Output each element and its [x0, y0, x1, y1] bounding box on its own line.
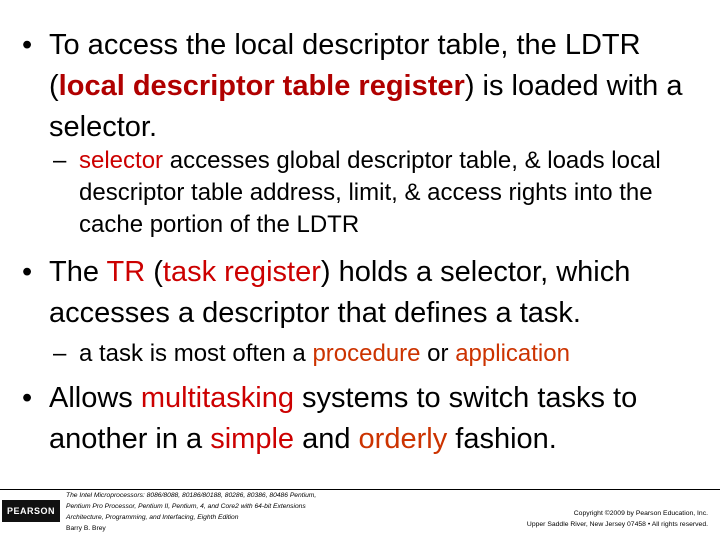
highlighted-term: application	[455, 340, 570, 367]
reference-line: The Intel Microprocessors: 8086/8088, 80186/80188, 80286, 80386, 80486 Pentium,	[66, 492, 317, 499]
text-segment: a task is most often a	[79, 340, 313, 367]
text-segment: or	[420, 340, 456, 367]
bullet-dot: •	[22, 29, 33, 61]
text-segment: systems to switch tasks to another in a	[49, 382, 638, 455]
author-name: Barry B. Brey	[66, 525, 106, 532]
text-segment: (	[145, 256, 163, 288]
bullet-dot: •	[22, 256, 33, 288]
bullet-text	[49, 378, 714, 460]
highlighted-term: task register	[162, 256, 321, 288]
pearson-logo: PEARSON	[2, 500, 60, 522]
reference-line: Architecture, Programming, and Interfacing, Eighth Edition	[66, 514, 239, 521]
highlighted-term: selector	[79, 147, 164, 174]
text-segment: ) holds a selector, which accesses a descriptor that defines a task.	[49, 256, 631, 329]
copyright-line: Upper Saddle River, New Jersey 07458 • All rights reserved.	[526, 521, 708, 528]
highlighted-term: local descriptor table register	[58, 70, 465, 102]
sub-bullet-dash: –	[53, 340, 67, 367]
copyright-notice	[378, 508, 708, 530]
highlighted-term: simple	[210, 423, 295, 455]
text-segment: and	[294, 423, 359, 455]
sub-bullet-text	[79, 338, 699, 370]
reference-line: Pentium Pro Processor, Pentium II, Pentium, 4, and Core2 with 64-bit Extensions	[66, 503, 306, 510]
text-segment: fashion.	[447, 423, 557, 455]
text-segment: To access the local descriptor table, the LDTR (	[49, 29, 641, 102]
text-segment: The	[49, 256, 107, 288]
bullet-text	[49, 252, 714, 334]
highlighted-term: multitasking	[140, 382, 294, 414]
sub-bullet-text	[79, 145, 699, 241]
highlighted-term: orderly	[358, 423, 448, 455]
text-segment: Allows	[49, 382, 141, 414]
bullet-text	[49, 25, 714, 148]
highlighted-term: procedure	[312, 340, 421, 367]
bullet-dot: •	[22, 382, 33, 414]
copyright-line: Copyright ©2009 by Pearson Education, Inc.	[573, 510, 708, 517]
highlighted-term: TR	[106, 256, 146, 288]
text-segment: ) is loaded with a selector.	[49, 70, 683, 143]
sub-bullet-dash: –	[53, 147, 67, 174]
book-reference	[66, 490, 386, 534]
text-segment: accesses global descriptor table, & loads local descriptor table address, limit, & access rights into the cache portion of the LDTR	[79, 147, 661, 238]
